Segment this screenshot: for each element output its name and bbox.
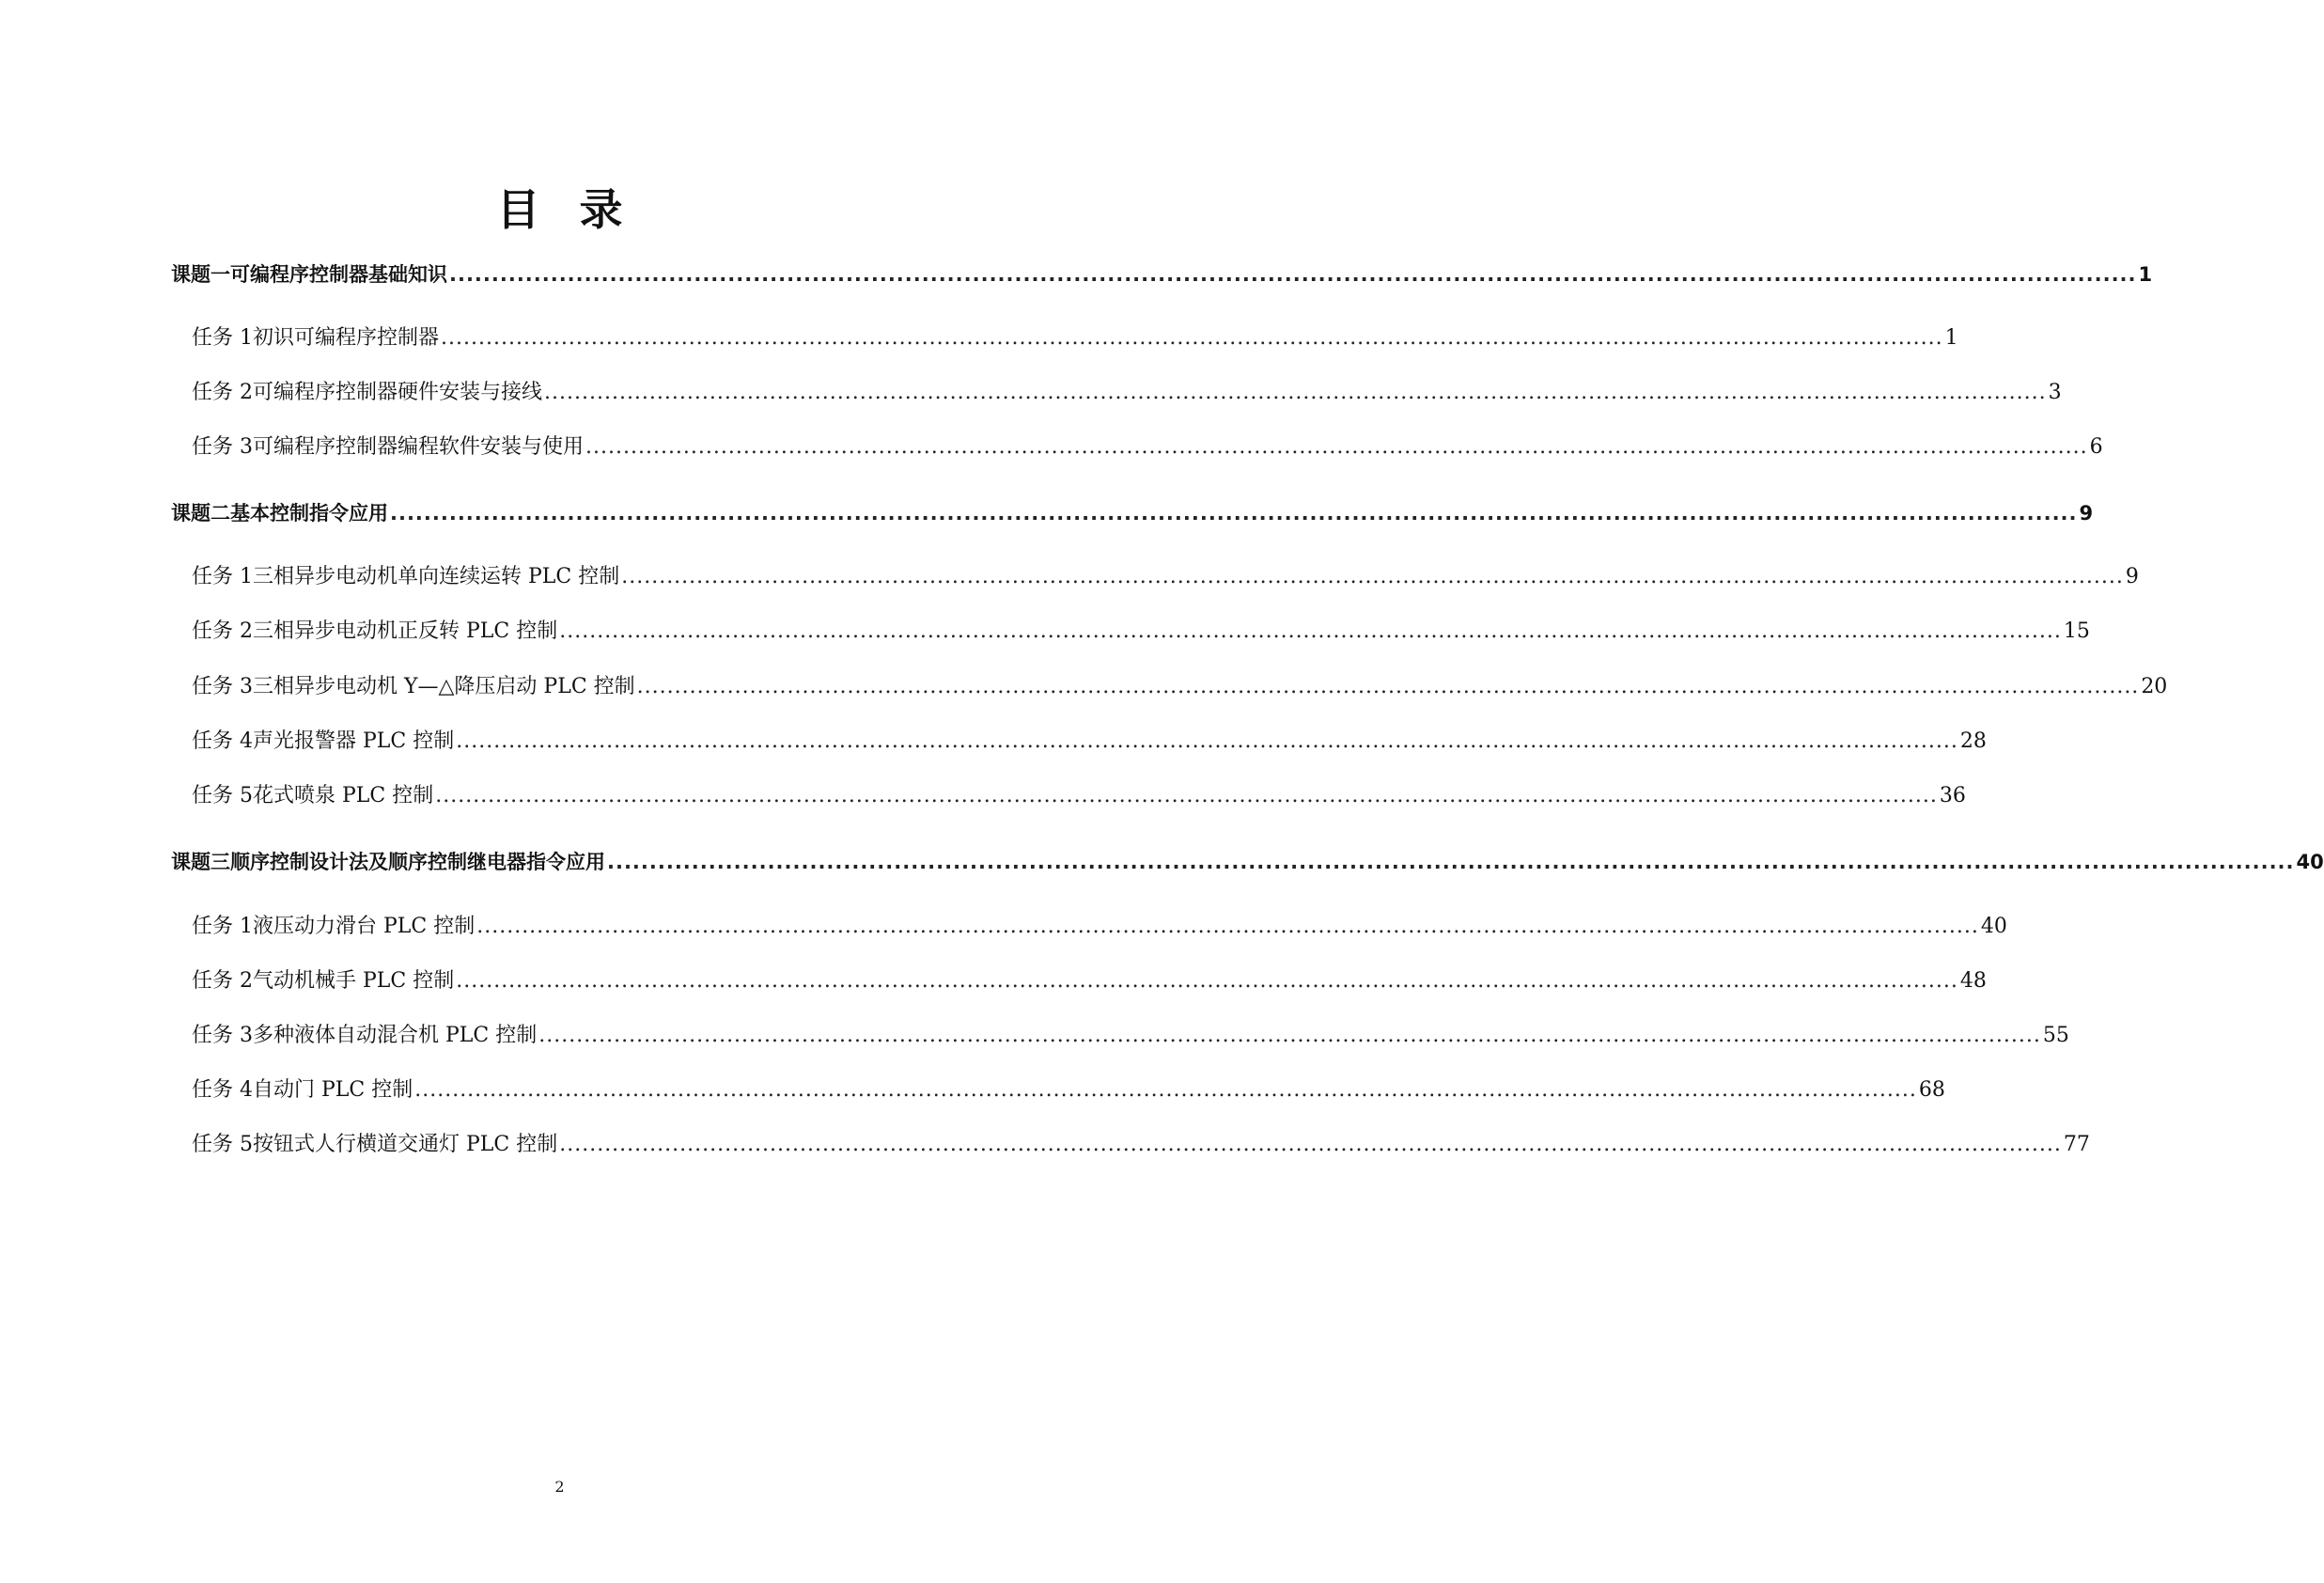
toc-task[interactable] [0,964,1987,998]
toc-dot-leader: ........................................................................................................................................................................................................ [456,969,1958,993]
toc-dot-leader: ........................................................................................................................................................................................................ [414,1078,1917,1102]
toc-task-title: 三相异步电动机正反转 PLC 控制 [253,619,558,643]
toc-page-number: 1 [2138,263,2153,286]
toc-dot-leader: ........................................................................................................................................................................................................ [476,915,1979,938]
toc-task-prefix: 任务 5 [192,784,253,807]
toc-task[interactable] [0,1019,2069,1053]
toc-chapter-title: 顺序控制设计法及顺序控制继电器指令应用 [230,851,605,873]
toc-page-number: 6 [2089,435,2103,459]
toc-task[interactable] [0,910,2007,944]
toc-task-prefix: 任务 1 [192,915,253,938]
toc-task-title: 三相异步电动机单向连续运转 PLC 控制 [253,565,620,588]
toc-page-number: 55 [2042,1024,2069,1047]
toc-dot-leader: ........................................................................................................................................................................................................ [636,675,2140,698]
toc-dot-leader: ........................................................................................................................................................................................................ [390,502,2078,525]
toc-page-number: 36 [1939,784,1966,807]
toc-dot-leader: ........................................................................................................................................................................................................ [441,326,1943,350]
toc-task[interactable] [0,615,2090,649]
toc-task[interactable] [0,725,1987,759]
toc-page-number: 28 [1959,729,1987,753]
toc-task-prefix: 任务 1 [192,565,253,588]
toc-dot-leader: ........................................................................................................................................................................................................ [538,1024,2041,1047]
page-title-char-2: 录 [579,184,623,235]
toc-task-prefix: 任务 4 [192,729,253,753]
toc-page-number: 40 [1980,915,2007,938]
toc-task-prefix: 任务 2 [192,969,253,993]
toc-page-number: 40 [2296,851,2324,873]
toc-task-prefix: 任务 1 [192,326,253,350]
toc-task[interactable] [0,779,1966,813]
toc-chapter-1[interactable] [0,258,2153,291]
toc-page-number: 20 [2141,675,2168,698]
toc-task-title: 花式喷泉 PLC 控制 [253,784,434,807]
toc-task-title: 三相异步电动机 Y—△降压启动 PLC 控制 [253,675,635,698]
toc-page-number: 15 [2063,619,2090,643]
toc-dot-leader: ........................................................................................................................................................................................................ [435,784,1938,807]
toc-task[interactable] [0,321,1958,355]
toc-page-number: 9 [2079,502,2094,525]
toc-chapter-title: 基本控制指令应用 [230,502,388,525]
toc-dot-leader: ........................................................................................................................................................................................................ [449,263,2137,286]
toc-chapter-3[interactable] [0,845,2324,879]
toc-dot-leader: ........................................................................................................................................................................................................ [559,1133,2062,1156]
toc-task-prefix: 任务 3 [192,675,253,698]
toc-page-number: 68 [1918,1078,1945,1102]
footer-page-number: 2 [554,1478,565,1496]
toc-task-prefix: 任务 4 [192,1078,253,1102]
toc-task-title: 自动门 PLC 控制 [253,1078,413,1102]
toc-task[interactable] [0,1128,2090,1162]
toc-chapter-prefix: 课题三 [171,851,230,873]
toc-task-prefix: 任务 3 [192,1024,253,1047]
toc-task-title: 声光报警器 PLC 控制 [253,729,455,753]
toc-page-number: 1 [1944,326,1958,350]
toc-task-title: 气动机械手 PLC 控制 [253,969,455,993]
toc-task-title: 可编程序控制器硬件安装与接线 [253,381,543,404]
page-title [0,184,1119,235]
toc-task-prefix: 任务 2 [192,619,253,643]
toc-page-number: 77 [2063,1133,2090,1156]
toc-dot-leader: ........................................................................................................................................................................................................ [607,851,2295,873]
toc-task[interactable] [0,1074,1945,1107]
toc-task[interactable] [0,560,2139,594]
toc-dot-leader: ........................................................................................................................................................................................................ [559,619,2062,643]
toc-task-prefix: 任务 5 [192,1133,253,1156]
toc-task[interactable] [0,670,2168,704]
toc-task-title: 可编程序控制器编程软件安装与使用 [253,435,585,459]
toc-task-prefix: 任务 2 [192,381,253,404]
toc-page-number: 9 [2125,565,2139,588]
toc-chapter-prefix: 课题二 [171,502,230,525]
toc-chapter-title: 可编程序控制器基础知识 [230,263,447,286]
toc-chapter-2[interactable] [0,496,2094,530]
page-title-char-1: 目 [496,184,540,235]
toc-task-title: 按钮式人行横道交通灯 PLC 控制 [253,1133,558,1156]
toc-task-prefix: 任务 3 [192,435,253,459]
toc-task[interactable] [0,431,2103,464]
toc-task[interactable] [0,376,2062,410]
toc-task-title: 多种液体自动混合机 PLC 控制 [253,1024,538,1047]
toc-dot-leader: ........................................................................................................................................................................................................ [456,729,1958,753]
toc-page-number: 3 [2048,381,2062,404]
toc-page-number: 48 [1959,969,1987,993]
toc-task-title: 初识可编程序控制器 [253,326,440,350]
toc-dot-leader: ........................................................................................................................................................................................................ [585,435,2088,459]
toc-task-title: 液压动力滑台 PLC 控制 [253,915,476,938]
toc-dot-leader: ........................................................................................................................................................................................................ [544,381,2047,404]
toc-dot-leader: ........................................................................................................................................................................................................ [621,565,2124,588]
toc-chapter-prefix: 课题一 [171,263,230,286]
